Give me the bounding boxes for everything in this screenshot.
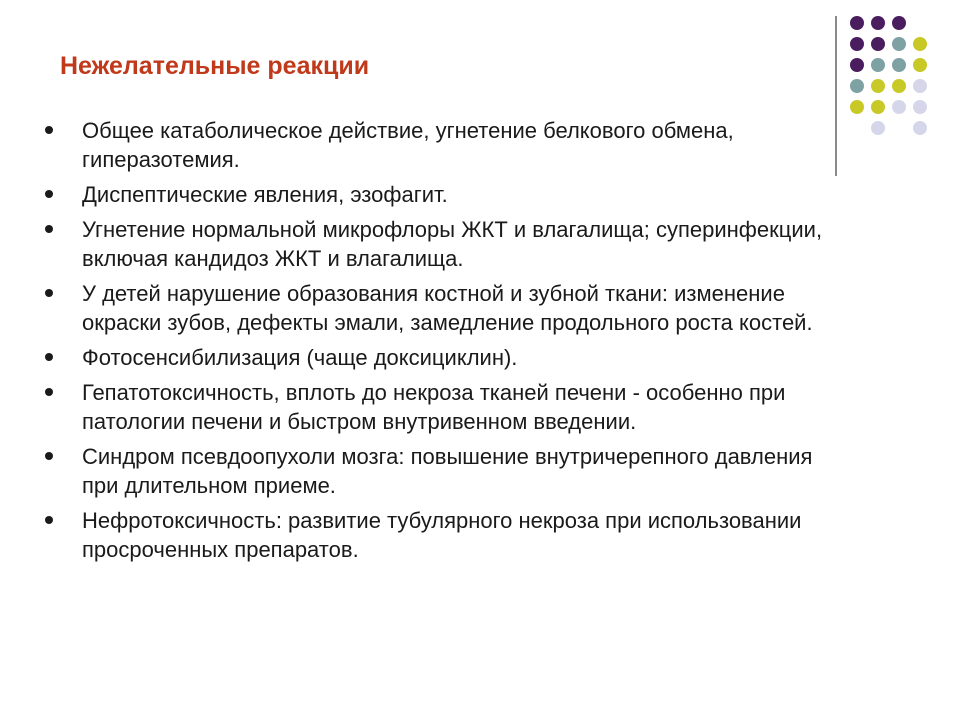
- decor-dot: [892, 16, 906, 30]
- decor-dot: [871, 58, 885, 72]
- bullet-dot-icon: [45, 289, 53, 297]
- decor-dot: [892, 58, 906, 72]
- bullet-item: [40, 442, 830, 500]
- decor-dot: [892, 37, 906, 51]
- bullet-dot-icon: [45, 516, 53, 524]
- bullet-text: Синдром псевдоопухоли мозга: повышение внутричерепного давления при длительном приеме.: [82, 444, 813, 498]
- bullet-item: [40, 506, 830, 564]
- decor-dot: [850, 58, 864, 72]
- decor-dot: [913, 37, 927, 51]
- decor-dot: [871, 121, 885, 135]
- decor-dot: [913, 58, 927, 72]
- bullet-text: Диспептические явления, эзофагит.: [82, 182, 448, 207]
- decor-dot: [850, 79, 864, 93]
- decor-dot: [871, 37, 885, 51]
- bullet-item: [40, 180, 830, 209]
- bullet-item: [40, 116, 830, 174]
- bullet-item: [40, 215, 830, 273]
- bullet-text: Гепатотоксичность, вплоть до некроза тканей печени - особенно при патологии печени и быстром внутривенном введении.: [82, 380, 786, 434]
- decor-dot: [913, 79, 927, 93]
- bullet-text: Нефротоксичность: развитие тубулярного некроза при использовании просроченных препаратов.: [82, 508, 802, 562]
- bullet-list: [40, 116, 830, 570]
- decor-dot: [913, 100, 927, 114]
- bullet-dot-icon: [45, 225, 53, 233]
- bullet-item: [40, 279, 830, 337]
- decor-dot: [850, 100, 864, 114]
- decor-dot: [850, 16, 864, 30]
- slide-title: Нежелательные реакции: [60, 52, 370, 80]
- decor-dot: [871, 79, 885, 93]
- bullet-text: Угнетение нормальной микрофлоры ЖКТ и влагалища; суперинфекции, включая кандидоз ЖКТ и влагалища.: [82, 217, 823, 271]
- bullet-item: [40, 378, 830, 436]
- bullet-item: [40, 343, 830, 372]
- decor-dot: [871, 16, 885, 30]
- bullet-dot-icon: [45, 353, 53, 361]
- bullet-dot-icon: [45, 126, 53, 134]
- bullet-text: Фотосенсибилизация (чаще доксициклин).: [82, 345, 518, 370]
- decorative-dot-grid: [847, 9, 947, 159]
- bullet-dot-icon: [45, 452, 53, 460]
- bullet-text: Общее катаболическое действие, угнетение белкового обмена, гиперазотемия.: [82, 118, 734, 172]
- decor-dot: [892, 79, 906, 93]
- decor-dot: [850, 37, 864, 51]
- bullet-text: У детей нарушение образования костной и зубной ткани: изменение окраски зубов, дефекты эмали, замедление продольного роста костей.: [82, 281, 813, 335]
- decor-dot: [913, 121, 927, 135]
- bullet-dot-icon: [45, 388, 53, 396]
- bullet-dot-icon: [45, 190, 53, 198]
- vertical-divider: [835, 16, 837, 176]
- decor-dot: [871, 100, 885, 114]
- decor-dot: [892, 100, 906, 114]
